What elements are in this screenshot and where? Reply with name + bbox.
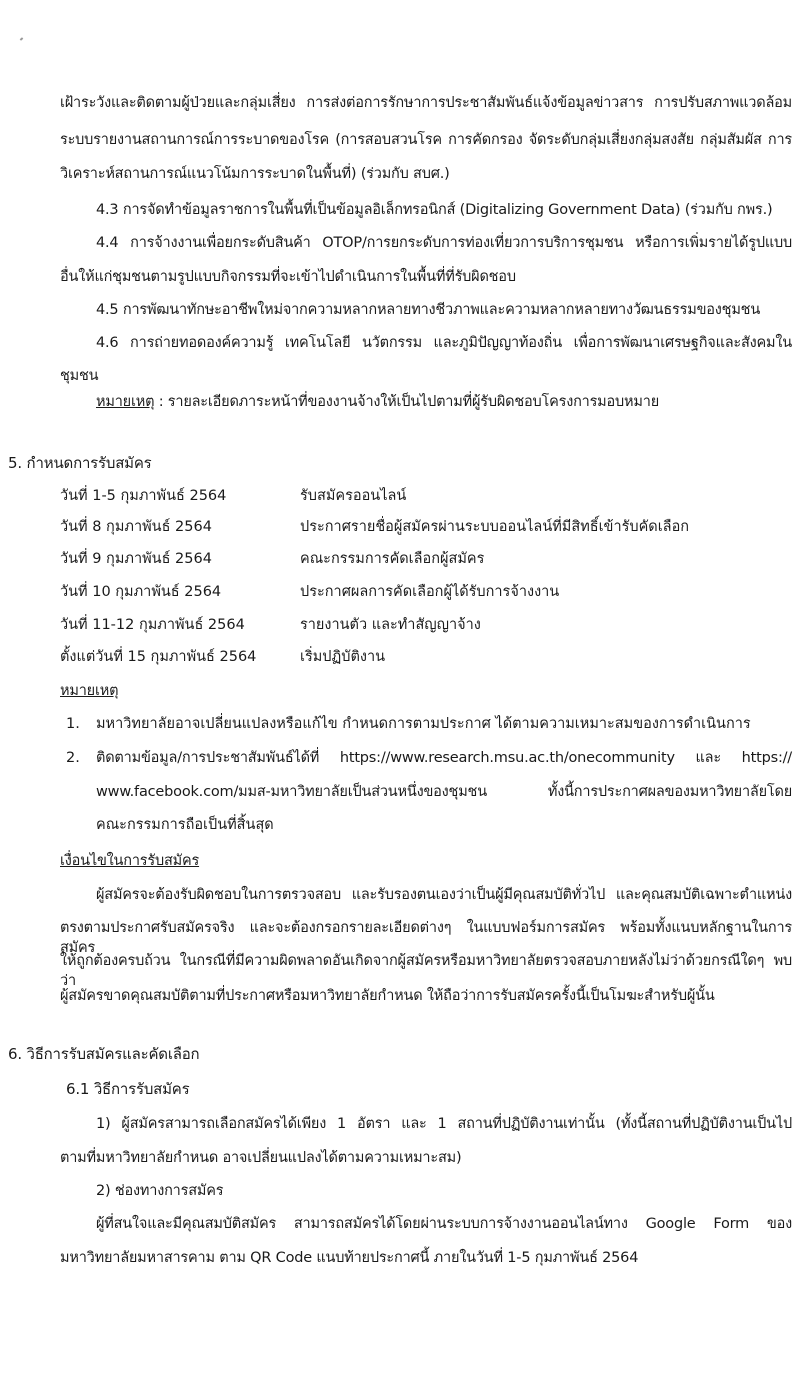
schedule-date: วันที่ 10 กุมภาพันธ์ 2564 xyxy=(60,584,222,600)
section-5-title: 5. กำหนดการรับสมัคร xyxy=(8,454,152,472)
note-item-cont: www.facebook.com/มมส-มหาวิทยาลัยเป็นส่วนหนึ่งของชุมชน ทั้งนี้การประกาศผลของมหาวิทยาลัยโดย xyxy=(96,784,792,800)
subsection-6-1-title: 6.1 วิธีการรับสมัคร xyxy=(66,1080,190,1098)
method-item-1: 1) ผู้สมัครสามารถเลือกสมัครได้เพียง 1 อัตรา และ 1 สถานที่ปฏิบัติงานเท่านั้น (ทั้งนี้สถานที่ปฏิบัติงานเป็นไป xyxy=(96,1116,792,1132)
method-item-1-cont: ตามที่มหาวิทยาลัยกำหนด อาจเปลี่ยนแปลงได้ตามความเหมาะสม) xyxy=(60,1150,462,1166)
item-4-3: 4.3 การจัดทำข้อมูลราชการในพื้นที่เป็นข้อมูลอิเล็กทรอนิกส์ (Digitalizing Government Data) (ร่วมกับ กพร.) xyxy=(96,202,773,218)
paragraph-line: ให้ถูกต้องครบถ้วน ในกรณีที่มีความผิดพลาดอันเกิดจากผู้สมัครหรือมหาวิทยาลัยตรวจสอบภายหลังไม่ว่าด้วยกรณีใดๆ พบว่า xyxy=(60,953,792,989)
note-number: 2. xyxy=(66,750,80,766)
item-4-6: 4.6 การถ่ายทอดองค์ความรู้ เทคโนโลยี นวัตกรรม และภูมิปัญญาท้องถิ่น เพื่อการพัฒนาเศรษฐกิจและสังคมใน xyxy=(96,335,792,351)
method-item-2: ผู้ที่สนใจและมีคุณสมบัติสมัคร สามารถสมัครได้โดยผ่านระบบการจ้างงานออนไลน์ทาง Google Form ของ xyxy=(96,1216,792,1232)
schedule-activity: รับสมัครออนไลน์ xyxy=(300,488,407,504)
schedule-activity: รายงานตัว และทำสัญญาจ้าง xyxy=(300,617,481,633)
schedule-date: ตั้งแต่วันที่ 15 กุมภาพันธ์ 2564 xyxy=(60,649,257,665)
item-4-4: 4.4 การจ้างงานเพื่อยกระดับสินค้า OTOP/การยกระดับการท่องเที่ยวการบริการชุมชน หรือการเพิ่มรายได้รูปแบบ xyxy=(96,235,792,251)
schedule-date: วันที่ 11-12 กุมภาพันธ์ 2564 xyxy=(60,617,245,633)
paragraph-line: วิเคราะห์สถานการณ์แนวโน้มการระบาดในพื้นที่) (ร่วมกับ สบศ.) xyxy=(60,166,450,182)
method-item-2-cont: มหาวิทยาลัยมหาสารคาม ตาม QR Code แนบท้ายประกาศนี้ ภายในวันที่ 1-5 กุมภาพันธ์ 2564 xyxy=(60,1250,639,1266)
note xyxy=(96,392,659,412)
schedule-activity: เริ่มปฏิบัติงาน xyxy=(300,649,385,665)
paragraph-line: ตรงตามประกาศรับสมัครจริง และจะต้องกรอกรายละเอียดต่างๆ ในแบบฟอร์มการสมัคร พร้อมทั้งแนบหลักฐานในการสมัคร xyxy=(60,920,792,956)
section-6-title: 6. วิธีการรับสมัครและคัดเลือก xyxy=(8,1045,200,1063)
scan-artifact xyxy=(20,37,24,40)
note-number: 1. xyxy=(66,716,80,732)
paragraph-line: เฝ้าระวังและติดตามผู้ป่วยและกลุ่มเสี่ยง การส่งต่อการรักษาการประชาสัมพันธ์แจ้งข้อมูลข่าวสาร การปรับสภาพแวดล้อม xyxy=(60,95,792,111)
note-item-cont: คณะกรรมการถือเป็นที่สิ้นสุด xyxy=(96,817,274,833)
note-item: มหาวิทยาลัยอาจเปลี่ยนแปลงหรือแก้ไข กำหนดการตามประกาศ ได้ตามความเหมาะสมของการดำเนินการ xyxy=(96,716,751,732)
paragraph-line: ผู้สมัครจะต้องรับผิดชอบในการตรวจสอบ และรับรองตนเองว่าเป็นผู้มีคุณสมบัติทั่วไป และคุณสมบัติเฉพาะตำแหน่ง xyxy=(96,887,792,903)
note-text: : รายละเอียดภาระหน้าที่ของงานจ้างให้เป็นไปตามที่ผู้รับผิดชอบโครงการมอบหมาย xyxy=(154,394,660,410)
item-4-5: 4.5 การพัฒนาทักษะอาชีพใหม่จากความหลากหลายทางชีวภาพและความหลากหลายทางวัฒนธรรมของชุมชน xyxy=(96,302,761,318)
note-item: ติดตามข้อมูล/การประชาสัมพันธ์ได้ที่ https://www.research.msu.ac.th/onecommunity และ https:// xyxy=(96,750,792,766)
schedule-activity: คณะกรรมการคัดเลือกผู้สมัคร xyxy=(300,551,485,567)
item-4-4-cont: อื่นให้แก่ชุมชนตามรูปแบบกิจกรรมที่จะเข้าไปดำเนินการในพื้นที่ที่รับผิดชอบ xyxy=(60,269,516,285)
item-4-6-cont: ชุมชน xyxy=(60,368,99,384)
method-item-2-title: 2) ช่องทางการสมัคร xyxy=(96,1183,224,1199)
schedule-activity: ประกาศผลการคัดเลือกผู้ได้รับการจ้างงาน xyxy=(300,584,560,600)
note-label: หมายเหตุ xyxy=(96,394,155,410)
notes-title: หมายเหตุ xyxy=(60,683,119,699)
conditions-title: เงื่อนไขในการรับสมัคร xyxy=(60,853,200,869)
schedule-date: วันที่ 1-5 กุมภาพันธ์ 2564 xyxy=(60,488,227,504)
paragraph-line: ผู้สมัครขาดคุณสมบัติตามที่ประกาศหรือมหาวิทยาลัยกำหนด ให้ถือว่าการรับสมัครครั้งนี้เป็นโมฆะสำหรับผู้นั้น xyxy=(60,988,715,1004)
paragraph-line: ระบบรายงานสถานการณ์การระบาดของโรค (การสอบสวนโรค การคัดกรอง จัดระดับกลุ่มเสี่ยงกลุ่มสงสัย กลุ่มสัมผัส การ xyxy=(60,132,792,148)
schedule-activity: ประกาศรายชื่อผู้สมัครผ่านระบบออนไลน์ที่มีสิทธิ์เข้ารับคัดเลือก xyxy=(300,519,690,535)
schedule-date: วันที่ 9 กุมภาพันธ์ 2564 xyxy=(60,551,212,567)
schedule-date: วันที่ 8 กุมภาพันธ์ 2564 xyxy=(60,519,212,535)
